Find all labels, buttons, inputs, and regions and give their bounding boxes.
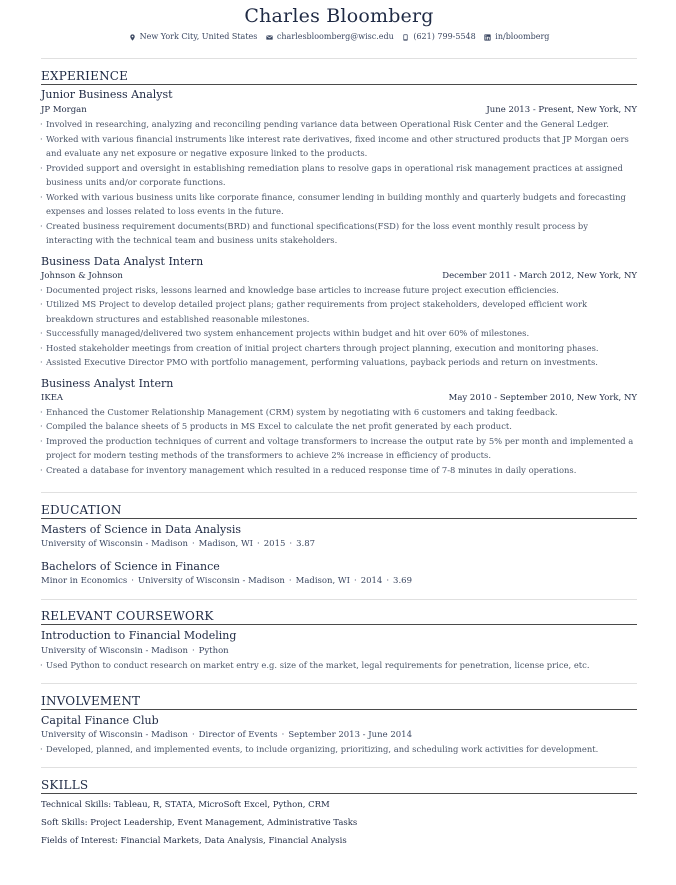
company-name: JP Morgan: [41, 105, 87, 115]
header-divider: [41, 58, 637, 59]
gpa-value: 3.87: [296, 539, 316, 549]
education-entry: [41, 560, 637, 587]
experience-section: [41, 69, 637, 477]
job-subline: [41, 270, 637, 282]
experience-entry: [41, 88, 637, 248]
bullet-item: · Involved in researching, analyzing and reconciling pending variance data between Operational Risk Center and the General Ledger.: [41, 117, 637, 132]
involvement-dates: September 2013 - June 2014: [288, 730, 412, 740]
bullet-item: · Utilized MS Project to develop detailed project plans; gather requirements from project stakeholders, developed efficient work breakdown structures and established reasonable milestones.: [41, 297, 637, 326]
involvement-section: [41, 694, 637, 757]
bullet-item: · Provided support and oversight in establishing remediation plans to resolve gaps in operational risk management practices at assigned business units and/or corporate functions.: [41, 161, 637, 190]
company-name: Johnson & Johnson: [41, 270, 123, 281]
phone-icon: [402, 34, 409, 41]
course-entry: [41, 629, 637, 673]
job-title: Junior Business Analyst: [41, 88, 173, 101]
bullet-item: · Created business requirement documents(BRD) and functional specifications(FSD) for the loss event monthly result process by interacting with the technical team and business units stakeholders.: [41, 219, 637, 248]
section-title-skills: SKILLS: [41, 778, 637, 794]
experience-entry: [41, 255, 637, 370]
job-dates-location: June 2013 - Present, New York, NY: [486, 105, 637, 115]
education-meta: University of Wisconsin - Madison · Madison, WI · 2015 · 3.87: [41, 539, 316, 549]
school-name: University of Wisconsin - Madison: [41, 646, 188, 656]
bullet-item: · Improved the production techniques of current and voltage transformers to increase the output rate by 5% per month and implemented a project for modern testing methods of the transformers to achieve 2% increase in efficiency of products.: [41, 434, 637, 463]
contact-location: [129, 31, 258, 43]
bullet-item: · Successfully managed/delivered two system enhancement projects within budget and hit over 60% of milestones.: [41, 326, 637, 341]
graduation-year: 2015: [263, 539, 286, 549]
job-bullets: [41, 117, 637, 248]
job-subline: [41, 104, 637, 116]
company-name: IKEA: [41, 392, 64, 403]
skill-line: Fields of Interest: Financial Markets, Data Analysis, Financial Analysis: [41, 836, 347, 846]
bullet-item: · Worked with various business units like corporate finance, consumer lending in building monthly and quarterly budgets and forecasting expenses and losses related to loss events in the future.: [41, 190, 637, 219]
job-bullets: [41, 283, 637, 370]
organization-title: Capital Finance Club: [41, 714, 159, 727]
linkedin-icon: [484, 34, 491, 41]
minor-label: Minor in Economics: [41, 576, 128, 586]
email-text[interactable]: charlesbloomberg@wisc.edu: [276, 32, 394, 41]
school-name: University of Wisconsin - Madison: [137, 576, 285, 586]
candidate-name: Charles Bloomberg: [244, 5, 434, 27]
degree-title: Masters of Science in Data Analysis: [41, 523, 242, 536]
school-location: Madison, WI: [295, 576, 350, 586]
bullet-item: · Created a database for inventory management which resulted in a reduced response time of 7-8 minutes in daily operations.: [41, 463, 637, 478]
section-title-experience: EXPERIENCE: [41, 69, 637, 85]
school-location: Madison, WI: [198, 539, 254, 549]
section-title-education: EDUCATION: [41, 503, 637, 519]
contact-linkedin[interactable]: [484, 31, 549, 43]
bullet-item: · Developed, planned, and implemented events, to include organizing, prioritizing, and scheduling work activities for development.: [41, 742, 637, 757]
involvement-meta: University of Wisconsin - Madison · Director of Events · September 2013 - June 2014: [41, 730, 412, 740]
skill-line: Soft Skills: Project Leadership, Event Management, Administrative Tasks: [41, 818, 358, 828]
gpa-value: 3.69: [393, 576, 412, 586]
course-bullets: [41, 658, 637, 673]
bullet-item: · Documented project risks, lessons learned and knowledge base articles to increase future project execution efficiencies.: [41, 283, 637, 298]
section-divider: [41, 683, 637, 684]
skill-line: Technical Skills: Tableau, R, STATA, MicroSoft Excel, Python, CRM: [41, 800, 330, 810]
course-meta: University of Wisconsin - Madison · Python: [41, 646, 229, 656]
involvement-bullets: [41, 742, 637, 757]
course-title: Introduction to Financial Modeling: [41, 629, 237, 642]
contact-line: [41, 31, 637, 45]
education-meta: Minor in Economics · University of Wisconsin - Madison · Madison, WI · 2014 · 3.69: [41, 576, 412, 586]
education-section: [41, 503, 637, 587]
coursework-section: [41, 609, 637, 673]
bullet-item: · Used Python to conduct research on market entry e.g. size of the market, legal requirements for penetration, license price, etc.: [41, 658, 637, 673]
job-title: Business Analyst Intern: [41, 376, 174, 390]
school-name: University of Wisconsin - Madison: [41, 730, 188, 740]
bullet-item: · Worked with various financial instruments like interest rate derivatives, fixed income and other structured products that JP Morgan oers and evaluate any net exposure or negative exposure linked to the products.: [41, 132, 637, 161]
email-icon: [266, 34, 273, 41]
involvement-entry: [41, 714, 637, 757]
skills-section: [41, 778, 637, 847]
contact-email[interactable]: [266, 31, 394, 43]
phone-text: (621) 799-5548: [413, 32, 476, 41]
job-dates-location: December 2011 - March 2012, New York, NY: [442, 270, 637, 281]
role-title: Director of Events: [198, 730, 278, 740]
course-tool: Python: [198, 646, 229, 656]
location-icon: [129, 34, 136, 41]
resume-page: [41, 6, 637, 45]
degree-title: Bachelors of Science in Finance: [41, 560, 220, 573]
linkedin-text[interactable]: in/bloomberg: [495, 32, 550, 41]
contact-phone: [402, 31, 475, 43]
bullet-item: · Enhanced the Customer Relationship Management (CRM) system by negotiating with 6 customers and taking feedback.: [41, 405, 637, 420]
location-text: New York City, United States: [139, 32, 258, 41]
graduation-year: 2014: [360, 576, 383, 586]
section-divider: [41, 599, 637, 600]
section-title-involvement: INVOLVEMENT: [41, 694, 637, 710]
experience-entry: [41, 377, 637, 478]
school-name: University of Wisconsin - Madison: [41, 539, 188, 549]
job-bullets: [41, 405, 637, 478]
section-divider: [41, 767, 637, 768]
job-dates-location: May 2010 - September 2010, New York, NY: [448, 392, 637, 403]
education-entry: [41, 523, 637, 550]
section-title-coursework: RELEVANT COURSEWORK: [41, 609, 637, 625]
bullet-item: · Hosted stakeholder meetings from creation of initial project charters through project planning, execution and monitoring phases.: [41, 341, 637, 356]
bullet-item: · Compiled the balance sheets of 5 products in MS Excel to calculate the net profit generated by each product.: [41, 419, 637, 434]
job-title: Business Data Analyst Intern: [41, 254, 204, 268]
section-divider: [41, 492, 637, 493]
bullet-item: · Assisted Executive Director PMO with portfolio management, performing valuations, payback periods and return on investments.: [41, 355, 637, 370]
job-subline: [41, 392, 637, 404]
